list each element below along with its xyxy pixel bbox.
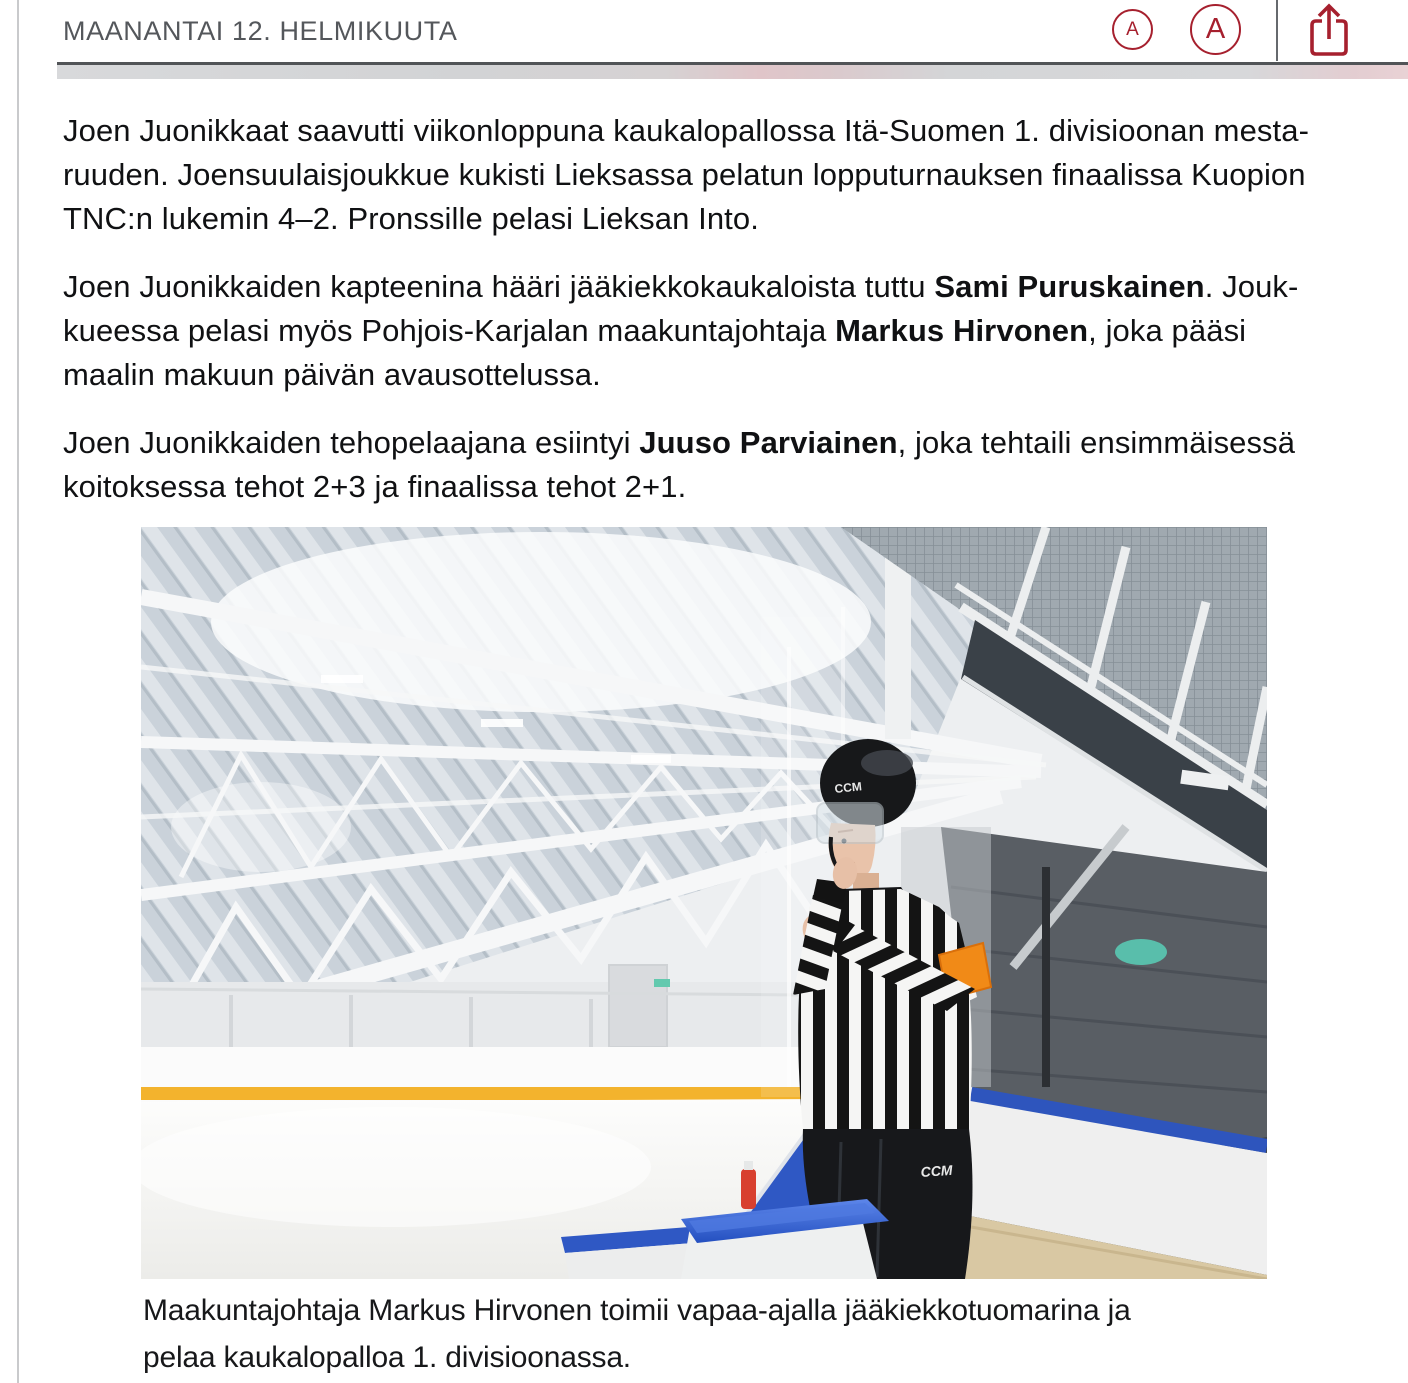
- article-paragraph: Joen Juonikkaiden kapteenina hääri jääkiekkokaukaloista tuttu Sami Puruskainen. Jouk- kueessa pelasi myös Pohjois-Karjalan maakuntajohtaja Markus Hirvonen, joka pääsi maalin makuun päivän avausottelussa.: [63, 269, 1299, 392]
- header-divider: [1276, 0, 1278, 61]
- article-photo[interactable]: [141, 527, 1267, 1279]
- article-paragraph: Joen Juonikkaat saavutti viikonloppuna kaukalopallossa Itä-Suomen 1. divisioonan mesta- ruuden. Joensuulaisjoukkue kukisti Lieksassa pelatun lopputurnauksen finaalissa Kuopion TNC:n lukemin 4–2. Pronssille pelasi Lieksan Into.: [63, 113, 1309, 236]
- previous-photo-strip: [57, 65, 1408, 79]
- date-header: MAANANTAI 12. HELMIKUUTA: [63, 16, 458, 46]
- font-size-decrease-button[interactable]: [1112, 9, 1153, 50]
- font-small-label: A: [1126, 18, 1139, 40]
- share-icon: [1305, 1, 1353, 59]
- rink-photo-illustration: [141, 527, 1267, 1279]
- article-body: [63, 109, 1403, 533]
- font-large-label: A: [1205, 13, 1226, 45]
- svg-text:CCM: CCM: [920, 1161, 954, 1180]
- photo-caption: Maakuntajohtaja Markus Hirvonen toimii vapaa-ajalla jääkiekkotuomarina ja pelaa kaukalopalloa 1. divisioonassa.: [143, 1294, 1131, 1374]
- article-paragraph: Joen Juonikkaiden tehopelaajana esiintyi Juuso Parviainen, joka tehtaili ensimmäisessä koitoksessa tehot 2+3 ja finaalissa tehot 2+1.: [63, 425, 1296, 504]
- svg-text:CCM: CCM: [833, 779, 863, 796]
- font-size-increase-button[interactable]: [1190, 4, 1241, 55]
- page-edge-line: [17, 0, 19, 1383]
- share-button[interactable]: [1305, 1, 1353, 59]
